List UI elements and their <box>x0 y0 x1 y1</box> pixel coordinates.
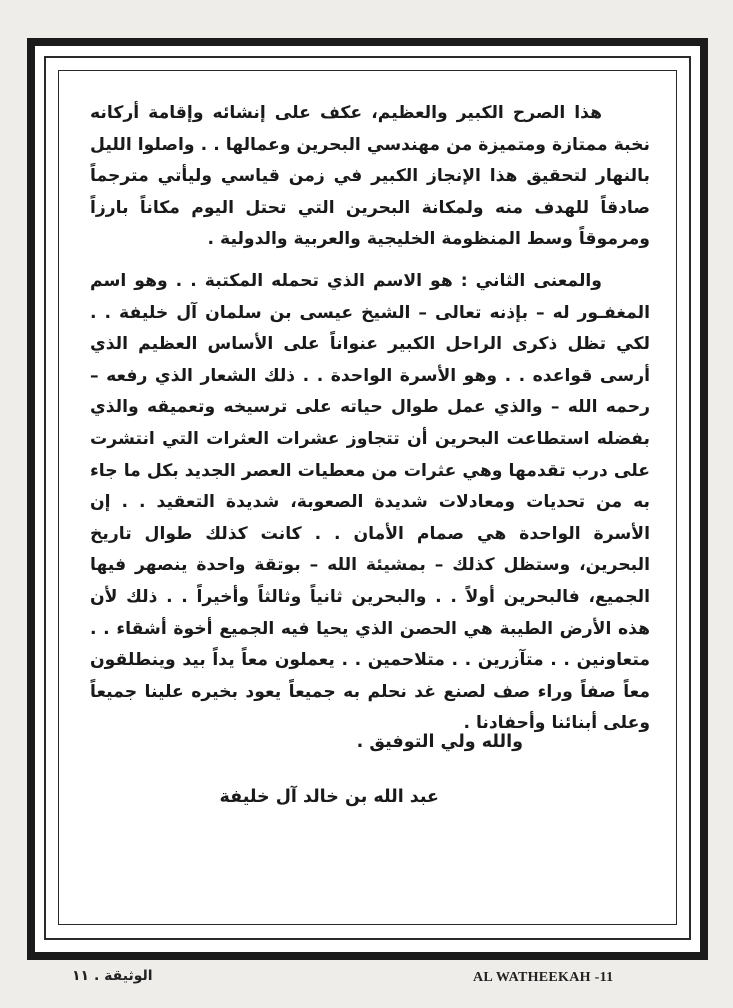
article-body <box>90 98 650 740</box>
footer-arabic-page-label: الوثيقة . ١١ <box>72 968 153 984</box>
signature: عبد الله بن خالد آل خليفة <box>219 787 439 807</box>
closing-line: والله ولي التوفيق . <box>356 732 523 752</box>
footer-english-page-label: AL WATHEEKAH -11 <box>473 970 614 985</box>
paragraph-2: والمعنى الثاني : هو الاسم الذي تحمله المكتبة . . وهو اسم المغفـور له – بإذنه تعالى – الشيخ عيسى بن سلمان آل خليفة . . لكي تظل ذكرى الراحل الكبير عنواناً على الأساس العظيم الذي أرسى قواعده . . وهو الأسرة الواحدة . . ذلك الشعار الذي رفعه – رحمه الله – والذي عمل طوال حياته على ترسيخه وتعميقه والذي بفضله استطاعت البحرين أن تتجاوز عشرات العثرات التي انتشرت على درب تقدمها وهي عثرات من معطيات العصر الجديد بكل ما جاء به من تحديات ومعادلات شديدة الصعوبة، شديدة التعقيد . . إن الأسرة الواحدة هي صمام الأمان . . كانت كذلك طوال تاريخ البحرين، وستظل كذلك – بمشيئة الله – بوتقة واحدة ينصهر فيها الجميع، فالبحرين أولاً . . والبحرين ثانياً وثالثاً وأخيراً . . ذلك لأن هذه الأرض الطيبة هي الحصن الذي يحيا فيه الجميع أخوة أشقاء . . متعاونين . . متآزرين . . متلاحمين . . يعملون معاً يداً بيد وينطلقون معاً صفاً وراء صف لصنع غد نحلم به جميعاً يعود بخيره علينا جميعاً وعلى أبنائنا وأحفادنا . <box>90 270 650 734</box>
paragraph-1: هذا الصرح الكبير والعظيم، عكف على إنشائه وإقامة أركانه نخبة ممتازة ومتميزة من مهندسي البحرين وعمالها . . واصلوا الليل بالنهار لتحقيق هذا الإنجاز الكبير في زمن قياسي وليأتي مترجماً صادقاً للهدف منه ولمكانة البحرين التي تحتل اليوم مكاناً بارزاً ومرموقاً وسط المنظومة الخليجية والعربية والدولية . <box>90 103 650 250</box>
